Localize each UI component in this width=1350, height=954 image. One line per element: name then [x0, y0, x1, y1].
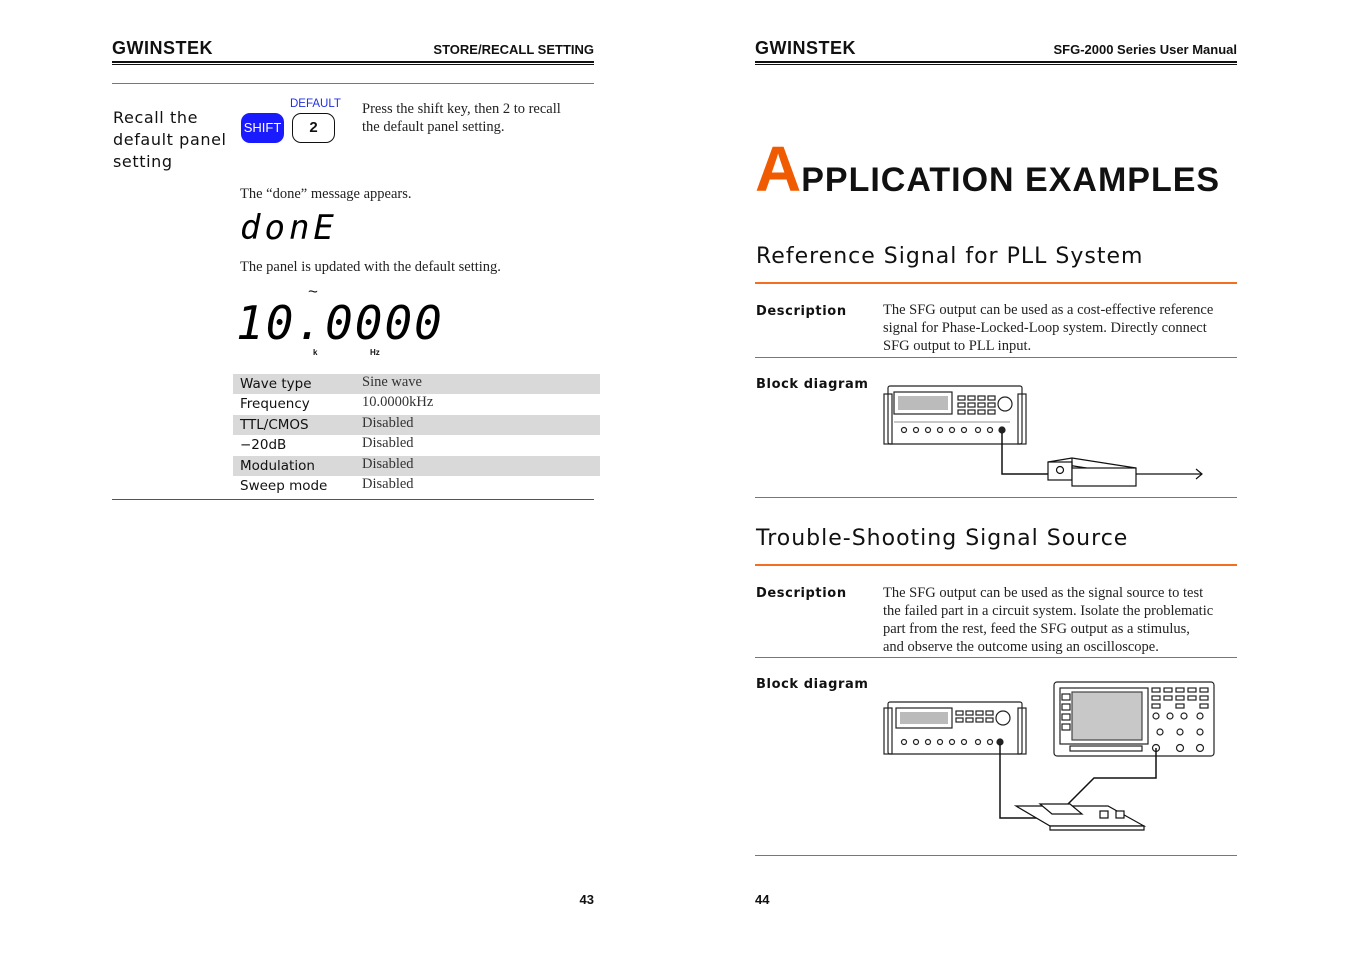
- table-row: [233, 394, 600, 414]
- pll-module-icon: [1048, 458, 1136, 486]
- section-end-rule: [755, 497, 1237, 498]
- table-row: [233, 435, 600, 455]
- setting-name: Modulation: [240, 458, 315, 474]
- setting-value: Disabled: [362, 435, 414, 451]
- default-key-caption: DEFAULT: [290, 98, 341, 110]
- brand-logo: GWINSTEK: [755, 38, 856, 58]
- section-title-pll: Reference Signal for PLL System: [756, 244, 1144, 269]
- sine-wave-indicator: ~: [308, 282, 318, 301]
- setting-name: TTL/CMOS: [240, 417, 309, 433]
- description-text: The SFG output can be used as a cost-effective reference signal for Phase-Locked-Loop system. Directly connect SFG output to PLL input.: [883, 302, 1214, 354]
- number-2-key-label: 2: [309, 119, 318, 136]
- chapter-title: [755, 132, 1220, 206]
- chapter-title-rest: PPLICATION EXAMPLES: [801, 161, 1221, 199]
- description-text: The SFG output can be used as the signal source to test the failed part in a circuit system. Isolate the problematic part from the rest, feed the SFG output as a stimulus, and observe the outcome using an oscilloscope.: [883, 585, 1214, 655]
- oscilloscope-icon: [1054, 682, 1214, 756]
- chapter-title-initial: A: [755, 133, 802, 205]
- section-title-rule: [755, 564, 1237, 566]
- signal-cable: [1002, 433, 1048, 474]
- setting-name: Sweep mode: [240, 478, 328, 494]
- table-row: [233, 476, 600, 496]
- instruction-text: Press the shift key, then 2 to recall the default panel setting.: [362, 101, 561, 135]
- header-title: SFG-2000 Series User Manual: [1053, 42, 1237, 57]
- section-divider: [112, 83, 594, 84]
- page-number: 44: [755, 892, 770, 907]
- description-label: Description: [756, 586, 847, 601]
- setting-value: Disabled: [362, 415, 414, 431]
- recall-default-label: Recall the default panel setting: [113, 108, 227, 171]
- display-unit-hz: Hz: [370, 348, 380, 357]
- block-diagram-label: Block diagram: [756, 377, 869, 392]
- circuit-board-icon: [1016, 804, 1144, 830]
- display-done: donE: [240, 208, 338, 248]
- troubleshooting-block-diagram: [880, 678, 1225, 838]
- pll-block-diagram: [880, 382, 1220, 492]
- header-rule: [112, 61, 594, 65]
- brand-logo: GWINSTEK: [112, 38, 213, 58]
- table-row: [233, 374, 600, 394]
- updated-message-text: The panel is updated with the default setting.: [240, 259, 501, 275]
- table-row: [233, 415, 600, 435]
- done-message-text: The “done” message appears.: [240, 186, 412, 202]
- section-title-rule: [755, 282, 1237, 284]
- header-rule: [755, 61, 1237, 65]
- setting-name: −20dB: [240, 437, 287, 453]
- section-title-troubleshooting: Trouble-Shooting Signal Source: [756, 526, 1129, 551]
- setting-name: Frequency: [240, 396, 310, 412]
- shift-key-label: SHIFT: [243, 120, 282, 135]
- setting-value: 10.0000kHz: [362, 394, 434, 410]
- table-bottom-rule: [112, 499, 594, 500]
- setting-name: Wave type: [240, 376, 312, 392]
- header-title: STORE/RECALL SETTING: [433, 42, 594, 57]
- setting-value: Disabled: [362, 456, 414, 472]
- signal-generator-icon: [884, 386, 1026, 444]
- table-row: [233, 456, 600, 476]
- page-number: 43: [579, 892, 594, 907]
- block-diagram-label: Block diagram: [756, 677, 869, 692]
- display-unit-k: k: [313, 348, 318, 357]
- setting-value: Sine wave: [362, 374, 422, 390]
- display-frequency-value: 10.0000: [236, 296, 444, 350]
- signal-generator-icon: [884, 702, 1026, 754]
- section-end-rule: [755, 855, 1237, 856]
- number-2-key[interactable]: [292, 113, 335, 143]
- probe-cable: [1064, 748, 1156, 808]
- setting-value: Disabled: [362, 476, 414, 492]
- shift-key[interactable]: [241, 113, 284, 143]
- row-divider: [755, 357, 1237, 358]
- description-label: Description: [756, 304, 847, 319]
- row-divider: [755, 657, 1237, 658]
